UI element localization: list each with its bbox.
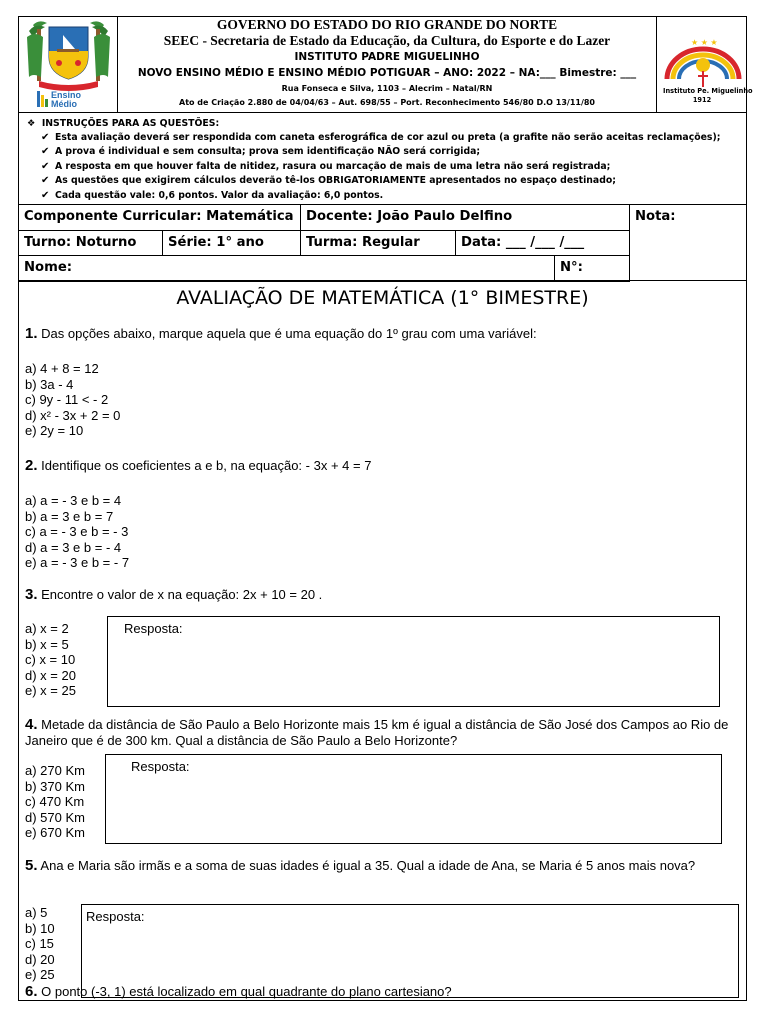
question-2-options — [25, 493, 129, 571]
checkmark-icon: ✔ — [41, 189, 50, 201]
checkmark-icon: ✔ — [41, 175, 50, 187]
checkmark-icon: ✔ — [41, 160, 50, 172]
header-government: GOVERNO DO ESTADO DO RIO GRANDE DO NORTE — [216, 17, 558, 32]
table-divider — [19, 281, 630, 282]
option-a[interactable]: a) 270 Km — [25, 763, 85, 778]
shift-field: Turno: Noturno — [19, 231, 163, 256]
option-c[interactable]: c) a = - 3 e b = - 3 — [25, 524, 129, 540]
question-1 — [25, 326, 741, 342]
question-text: Ana e Maria são irmãs e a soma de suas idades é igual a 35. Qual a idade de Ana, se Maria é 5 anos mais nova? — [40, 858, 696, 873]
option-d[interactable]: d) x = 20 — [25, 667, 76, 683]
diamond-bullet-icon: ❖ — [27, 118, 42, 129]
answer-box-4[interactable] — [105, 754, 722, 844]
header — [19, 17, 753, 113]
question-text: Metade da distância de São Paulo a Belo Horizonte mais 15 km é igual a distância de São José dos Campos ao Rio de Janeiro que é de 300 km. Qual a distância de São Paulo a Belo Horizonte? — [25, 717, 729, 748]
question-number: 5. — [25, 857, 38, 874]
option-c[interactable]: c) 9y - 11 < - 2 — [25, 392, 109, 408]
grade-field[interactable]: Nota: — [630, 205, 746, 281]
state-coat-of-arms — [19, 17, 118, 113]
question-number: 2. — [25, 457, 38, 474]
option-a[interactable]: a) 4 + 8 = 12 — [25, 361, 99, 376]
answer-label: Resposta: — [124, 621, 183, 636]
option-e[interactable]: e) 2y = 10 — [25, 423, 84, 439]
grade-level-field: Série: 1° ano — [163, 231, 301, 256]
option-b[interactable]: b) 370 Km — [25, 778, 85, 794]
question-text: Encontre o valor de x na equação: 2x + 10 = 20 . — [41, 587, 323, 602]
question-2 — [25, 458, 741, 474]
question-text: O ponto (-3, 1) está localizado em qual quadrante do plano cartesiano? — [41, 984, 452, 999]
question-text: Das opções abaixo, marque aquela que é uma equação do 1º grau com uma variável: — [41, 326, 537, 341]
question-1-options — [25, 361, 120, 439]
question-6 — [25, 984, 741, 1000]
header-seec: SEEC - Secretaria de Estado da Educação, da Cultura, do Esporte e do Lazer — [163, 33, 611, 48]
institute-logo-year: 1912 — [692, 96, 712, 104]
question-3-options — [25, 621, 76, 699]
answer-label: Resposta: — [131, 759, 190, 774]
question-number: 1. — [25, 325, 38, 342]
option-b[interactable]: b) 3a - 4 — [25, 376, 74, 392]
number-field[interactable]: N°: — [555, 256, 630, 281]
date-field[interactable]: Data: ___ /___ /___ — [456, 231, 630, 256]
instructions-title: ❖ INSTRUÇÕES PARA AS QUESTÕES: — [27, 118, 220, 129]
institute-logo-text: Instituto Pe. Miguelinho — [663, 87, 753, 95]
checkmark-icon: ✔ — [41, 146, 50, 158]
option-a[interactable]: a) 5 — [25, 905, 48, 920]
instruction-item: ✔ A prova é individual e sem consulta; prova sem identificação NÃO será corrigida; — [25, 145, 746, 159]
header-address: Rua Fonseca e Silva, 1103 – Alecrim – Natal/RN — [281, 84, 493, 93]
option-c[interactable]: c) 15 — [25, 936, 54, 952]
instruction-item: ✔ Cada questão vale: 0,6 pontos. Valor da avaliação: 6,0 pontos. — [25, 189, 746, 203]
instructions-section — [19, 113, 746, 205]
exam-sheet — [18, 16, 753, 1001]
header-program: NOVO ENSINO MÉDIO E ENSINO MÉDIO POTIGUAR – ANO: 2022 – NA:___ Bimestre: ___ — [137, 67, 637, 79]
option-a[interactable]: a) x = 2 — [25, 621, 69, 636]
option-e[interactable]: e) x = 25 — [25, 683, 76, 699]
curricular-component-field: Componente Curricular: Matemática — [19, 205, 301, 231]
answer-label: Resposta: — [86, 909, 145, 924]
option-c[interactable]: c) 470 Km — [25, 794, 85, 810]
option-b[interactable]: b) 10 — [25, 920, 55, 936]
name-field[interactable]: Nome: — [19, 256, 555, 281]
exam-title: AVALIAÇÃO DE MATEMÁTICA (1° BIMESTRE) — [176, 287, 589, 309]
question-number: 4. — [25, 716, 38, 733]
option-c[interactable]: c) x = 10 — [25, 652, 76, 668]
option-b[interactable]: b) a = 3 e b = 7 — [25, 508, 114, 524]
instruction-item: ✔ A resposta em que houver falta de nitidez, rasura ou marcação de mais de uma letra não será registrada; — [25, 160, 746, 174]
ensino-medio-logo-text: Ensino Médio — [51, 90, 82, 109]
question-number: 6. — [25, 983, 38, 1000]
answer-box-3[interactable] — [107, 616, 720, 707]
teacher-field: Docente: João Paulo Delfino — [301, 205, 630, 231]
question-text: Identifique os coeficientes a e b, na equação: - 3x + 4 = 7 — [41, 458, 372, 473]
option-d[interactable]: d) 570 Km — [25, 809, 85, 825]
checkmark-icon: ✔ — [41, 132, 50, 143]
question-5 — [25, 858, 741, 874]
option-b[interactable]: b) x = 5 — [25, 636, 69, 652]
svg-text:★ ★ ★: ★ ★ ★ — [691, 38, 718, 47]
option-e[interactable]: e) a = - 3 e b = - 7 — [25, 555, 130, 571]
question-3 — [25, 587, 741, 603]
institute-logo — [656, 17, 753, 113]
question-4 — [25, 717, 741, 749]
option-e[interactable]: e) 670 Km — [25, 825, 85, 841]
question-5-options — [25, 905, 55, 983]
option-d[interactable]: d) 20 — [25, 951, 55, 967]
header-text-block — [118, 17, 656, 113]
header-institute: INSTITUTO PADRE MIGUELINHO — [294, 51, 480, 63]
class-field: Turma: Regular — [301, 231, 456, 256]
header-legal: Ato de Criação 2.880 de 04/04/63 – Aut. 698/55 – Port. Reconhecimento 546/80 D.O 13/11/80 — [179, 98, 595, 107]
option-a[interactable]: a) a = - 3 e b = 4 — [25, 493, 122, 508]
option-e[interactable]: e) 25 — [25, 967, 55, 983]
question-number: 3. — [25, 586, 38, 603]
option-d[interactable]: d) a = 3 e b = - 4 — [25, 539, 122, 555]
question-4-options — [25, 763, 85, 841]
instruction-item: ✔ Esta avaliação deverá ser respondida com caneta esferográfica de cor azul ou preta (a grafite não serão aceitas reclamações); — [25, 131, 746, 145]
instruction-item: ✔ As questões que exigirem cálculos deverão tê-los OBRIGATORIAMENTE apresentados no espaço destinado; — [25, 174, 746, 188]
option-d[interactable]: d) x² - 3x + 2 = 0 — [25, 407, 121, 423]
